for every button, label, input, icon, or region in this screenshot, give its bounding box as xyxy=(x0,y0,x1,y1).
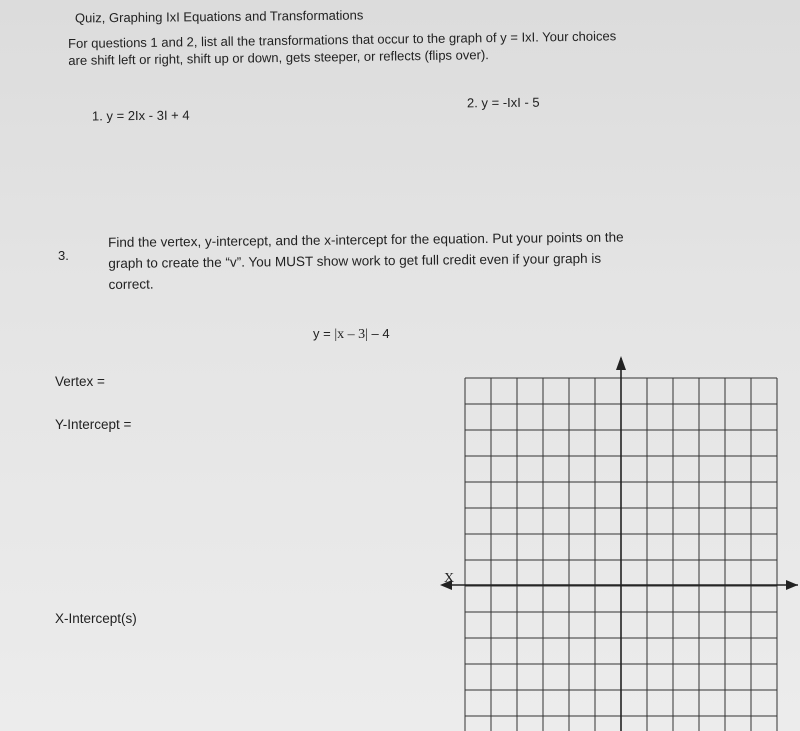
x-axis xyxy=(440,580,798,590)
quiz-title: Quiz, Graphing IxI Equations and Transformations xyxy=(74,7,364,26)
equation xyxy=(313,326,390,343)
question-3-line-3: correct. xyxy=(108,276,154,292)
y-axis-arrow-up xyxy=(616,356,626,370)
x-intercepts-label: X-Intercept(s) xyxy=(55,611,137,626)
question-3-line-1: Find the vertex, y-intercept, and the x-intercept for the equation. Put your points on the xyxy=(108,229,624,250)
x-axis-label: X xyxy=(444,571,455,586)
question-3-text xyxy=(108,227,624,295)
instructions-line-2: are shift left or right, shift up or down, gets steeper, or reflects (flips over). xyxy=(68,47,489,68)
instructions xyxy=(68,27,617,69)
question-3-line-2: graph to create the “v”. You MUST show work to get full credit even if your graph is xyxy=(108,250,602,271)
equation-absolute: |x – 3| xyxy=(334,327,368,342)
question-2: 2. y = -IxI - 5 xyxy=(466,94,540,111)
question-3-number: 3. xyxy=(58,248,69,263)
vertex-label: Vertex = xyxy=(55,374,105,389)
y-axis xyxy=(616,356,626,731)
y-intercept-label: Y-Intercept = xyxy=(55,417,132,432)
equation-left: y = xyxy=(313,326,335,341)
coordinate-grid[interactable] xyxy=(430,350,800,731)
question-1: 1. y = 2Ix - 3I + 4 xyxy=(91,107,190,124)
x-axis-arrow-right xyxy=(786,580,798,590)
equation-right: – 4 xyxy=(367,326,390,341)
instructions-line-1: For questions 1 and 2, list all the transformations that occur to the graph of y = IxI. Your choices xyxy=(68,28,617,51)
